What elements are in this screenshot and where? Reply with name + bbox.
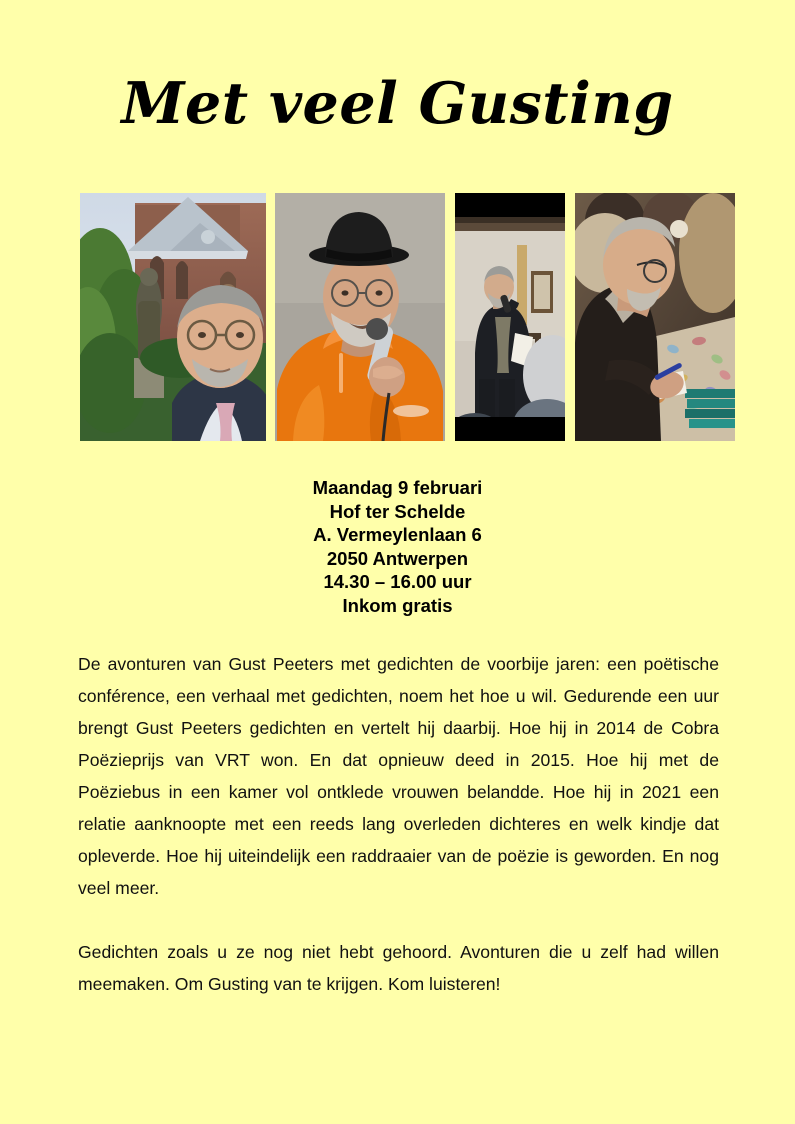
body-paragraph-1: De avonturen van Gust Peeters met gedichten de voorbije jaren: een poëtische conférence, een verhaal met gedichten, noem het hoe u wil. Gedurende een uur brengt Gust Peeters gedichten en vertelt hij daarbij. Hoe hij in 2014 de Cobra Poëzieprijs van VRT won. En dat opnieuw deed in 2015. Hoe hij met de Poëziebus in een kamer vol ontklede vrouwen belandde. Hoe hij in 2021 een relatie aanknoopte met een reeds lang overleden dichteres en welk kindje dat opleverde. Hoe hij uiteindelijk een raddraaier van de poëzie is geworden. En nog veel meer.	[78, 654, 719, 898]
event-venue: Hof ter Schelde	[329, 500, 466, 522]
photo-man-orange-hoodie-graphic	[275, 193, 445, 441]
photo-man-orange-hoodie-microphone	[275, 193, 445, 441]
photo-man-signing-books-graphic	[575, 193, 735, 441]
event-details	[0, 476, 795, 617]
photo-man-presenting-microphone	[455, 193, 565, 441]
event-city: 2050 Antwerpen	[326, 547, 469, 569]
photo-strip	[80, 193, 735, 441]
body-paragraph-2: Gedichten zoals u ze nog niet hebt gehoord. Avonturen die u zelf had willen meemaken. Om Gusting van te krijgen. Kom luisteren!	[78, 942, 719, 994]
photo-man-signing-books	[575, 193, 735, 441]
event-date: Maandag 9 februari	[312, 477, 483, 498]
page-title: Met veel Gusting	[121, 70, 674, 137]
event-street: A. Vermeylenlaan 6	[313, 524, 482, 545]
event-time: 14.30 – 16.00 uur	[323, 571, 472, 592]
event-price: Inkom gratis	[342, 594, 453, 616]
photo-man-suit-church-graphic	[80, 193, 266, 441]
photo-man-presenting-graphic	[455, 193, 565, 441]
photo-man-suit-church	[80, 193, 266, 441]
body-copy	[78, 648, 719, 1000]
